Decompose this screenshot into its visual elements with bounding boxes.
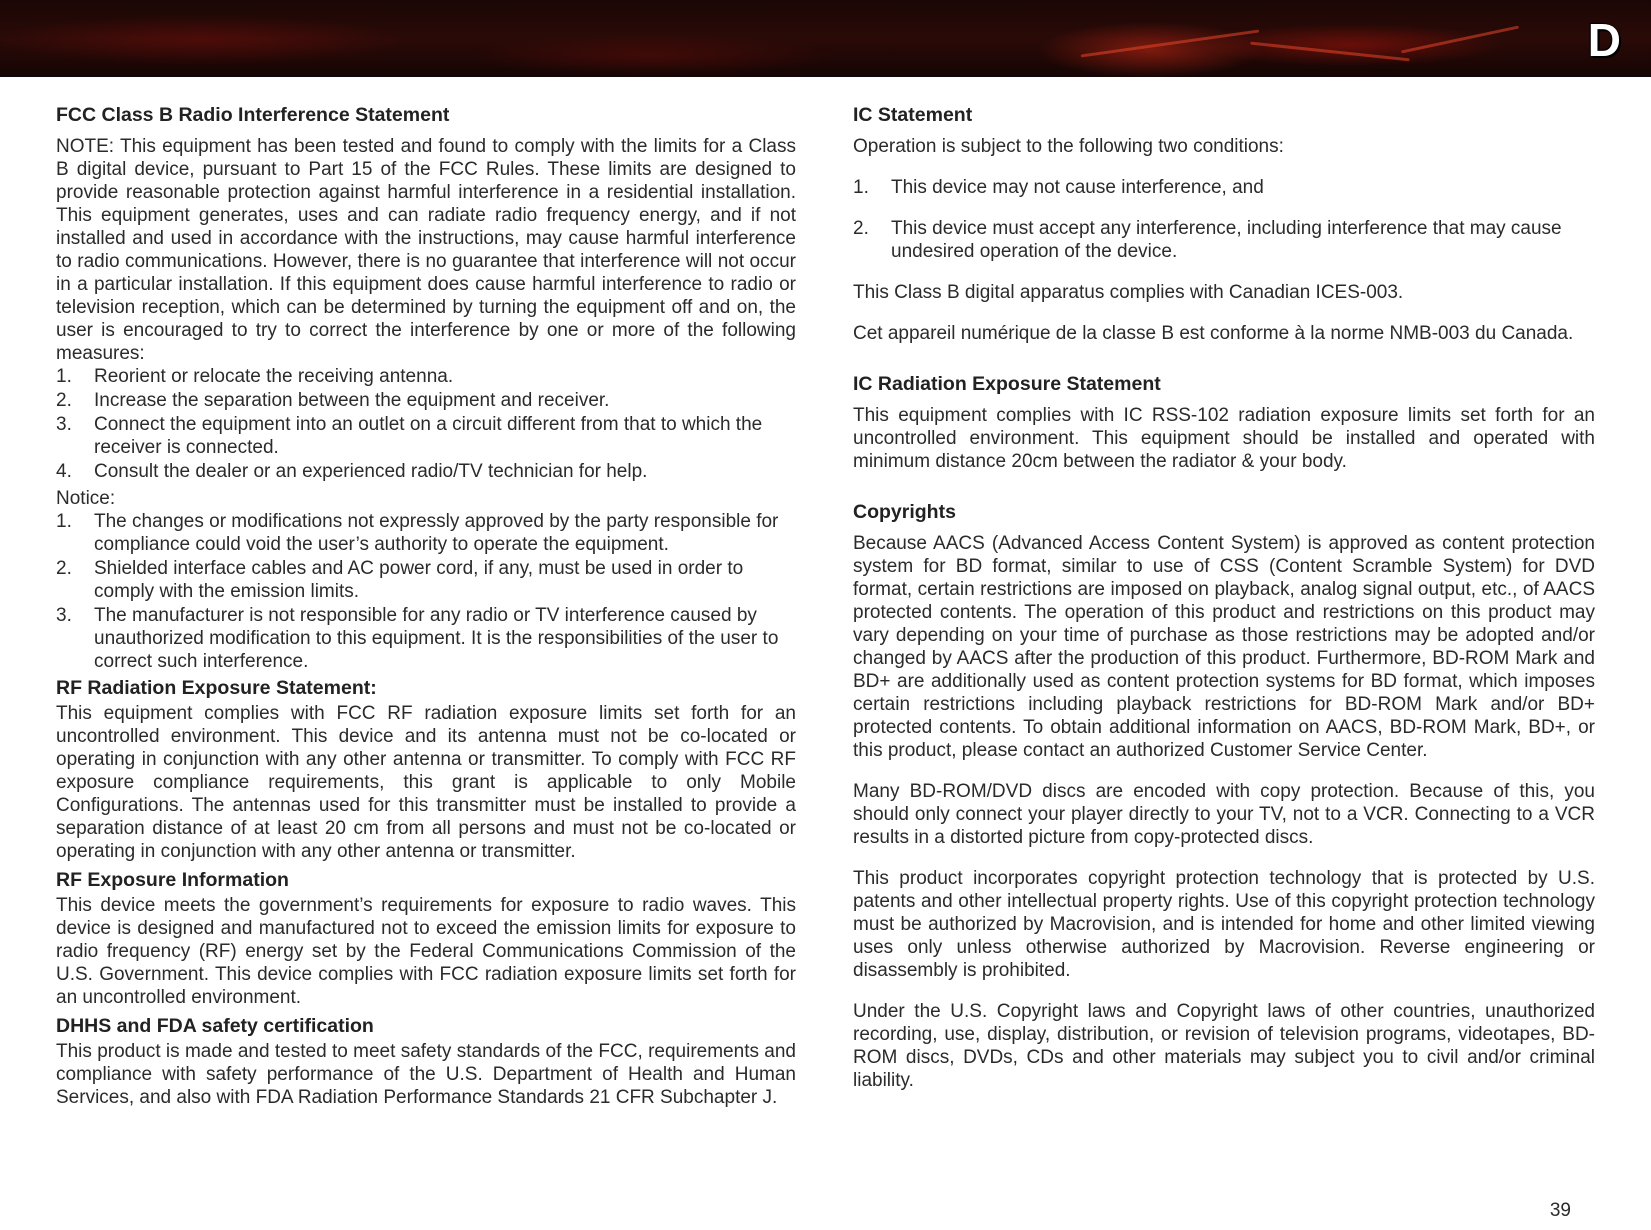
list-item: 1. Reorient or relocate the receiving antenna. <box>56 366 454 387</box>
fcc-body: NOTE: This equipment has been tested and found to comply with the limits for a Class B digital device, pursuant to Part 15 of the FCC Rules. These limits are designed to provide reasonable protection against harmful interference in a residential installation. This equipment generates, uses and can radiate radio frequency energy, and if not installed and used in accordance with the instructions, may cause harmful interference to radio communications. However, there is no guarantee that interference will not occur in a particular installation. If this equipment does cause harmful interference to radio or television reception, which can be determined by turning the equipment off and on, the user is encouraged to try to correct the interference by one or more of the following measures: <box>56 136 796 364</box>
list-item: 4. Consult the dealer or an experienced radio/TV technician for help. <box>56 461 648 482</box>
fcc-heading: FCC Class B Radio Interference Statement <box>56 104 450 126</box>
banner-streak <box>1081 29 1260 57</box>
list-item: 1. This device may not cause interference, and <box>853 177 1264 198</box>
dhhs-heading: DHHS and FDA safety certification <box>56 1015 374 1037</box>
copyrights-p4: Under the U.S. Copyright laws and Copyright laws of other countries, unauthorized recording, use, display, distribution, or revision of television programs, videotapes, BD-ROM discs, DVDs, CDs and other materials may subject you to civil and/or criminal liability. <box>853 1001 1595 1091</box>
fcc-measures-list <box>56 365 796 483</box>
banner-streak <box>1250 42 1409 62</box>
copyrights-p3: This product incorporates copyright protection technology that is protected by U.S. patents and other intellectual property rights. Use of this copyright protection technology must be authorized by Macrovision, and is intended for home and other limited viewing uses only unless otherwise authorized by Macrovision. Reverse engineering or disassembly is prohibited. <box>853 868 1595 981</box>
ic-intro: Operation is subject to the following two conditions: <box>853 136 1284 157</box>
rf-info-body: This device meets the government’s requirements for exposure to radio waves. This device is designed and manufactured not to exceed the emission limits for exposure to radio frequency (RF) energy set by the Federal Communications Commission of the U.S. Government. This device complies with FCC radiation exposure limits set forth for an uncontrolled environment. <box>56 895 796 1008</box>
list-item: 2. Shielded interface cables and AC power cord, if any, must be used in order to comply with the emission limits. <box>56 558 744 602</box>
ic-radiation-heading: IC Radiation Exposure Statement <box>853 373 1161 395</box>
rf-info-heading: RF Exposure Information <box>56 869 289 891</box>
ic-ices: This Class B digital apparatus complies with Canadian ICES-003. <box>853 282 1404 303</box>
rf-radiation-body: This equipment complies with FCC RF radiation exposure limits set forth for an uncontrolled environment. This device and its antenna must not be co-located or operating in conjunction with any other antenna or transmitter. To comply with FCC RF exposure compliance requirements, this grant is applicable to only Mobile Configurations. The antennas used for this transmitter must be installed to provide a separation distance of at least 20 cm from all persons and must not be co-located or operating in conjunction with any other antenna or transmitter. <box>56 703 796 862</box>
ic-conditions-list <box>853 176 1595 263</box>
page-number: 39 <box>1549 1200 1571 1221</box>
list-item: 2. Increase the separation between the equipment and receiver. <box>56 390 610 411</box>
list-item: 3. Connect the equipment into an outlet on a circuit different from that to which the receiver is connected. <box>56 414 763 458</box>
banner-streak <box>1401 26 1519 54</box>
notice-label: Notice: <box>56 488 116 509</box>
copyrights-heading: Copyrights <box>853 501 956 523</box>
ic-heading: IC Statement <box>853 104 973 126</box>
header-banner <box>0 0 1651 77</box>
ic-nmb: Cet appareil numérique de la classe B est conforme à la norme NMB-003 du Canada. <box>853 323 1574 344</box>
copyrights-p1: Because AACS (Advanced Access Content System) is approved as content protection system for BD format, similar to use of CSS (Content Scramble System) for DVD format, certain restrictions are imposed on playback, analog signal output, etc., of AACS protected contents. The operation of this product and restrictions on this product may vary depending on your time of purchase as those restrictions may be adopted and/or changed by AACS after the production of this product. Furthermore, BD-ROM Mark and BD+ are additionally used as content protection systems for BD format, which imposes certain restrictions including playback restrictions for BD-ROM Mark and/or BD+ protected contents. To obtain additional information on AACS, BD-ROM Mark, BD+, or this product, please contact an authorized Customer Service Center. <box>853 533 1595 761</box>
right-column <box>853 104 1595 1092</box>
left-column <box>56 104 796 1109</box>
section-letter-badge: D <box>1587 14 1621 66</box>
list-item: 3. The manufacturer is not responsible for any radio or TV interference caused by unauthorized modification to this equipment. It is the responsibilities of the user to correct such interference. <box>56 605 779 672</box>
ic-radiation-body: This equipment complies with IC RSS-102 radiation exposure limits set forth for an uncontrolled environment. This equipment should be installed and operated with minimum distance 20cm between the radiator & your body. <box>853 405 1595 472</box>
copyrights-p2: Many BD-ROM/DVD discs are encoded with copy protection. Because of this, you should only connect your player directly to your TV, not to a VCR. Connecting to a VCR results in a distorted picture from copy-protected discs. <box>853 781 1595 848</box>
list-item: 1. The changes or modifications not expressly approved by the party responsible for compliance could void the user’s authority to operate the equipment. <box>56 511 779 555</box>
notice-list <box>56 510 796 673</box>
rf-radiation-heading: RF Radiation Exposure Statement: <box>56 677 377 699</box>
dhhs-body: This product is made and tested to meet safety standards of the FCC, requirements and compliance with safety performance of the U.S. Department of Health and Human Services, and also with FDA Radiation Performance Standards 21 CFR Subchapter J. <box>56 1041 796 1108</box>
list-item: 2. This device must accept any interference, including interference that may cause undesired operation of the device. <box>853 218 1562 262</box>
